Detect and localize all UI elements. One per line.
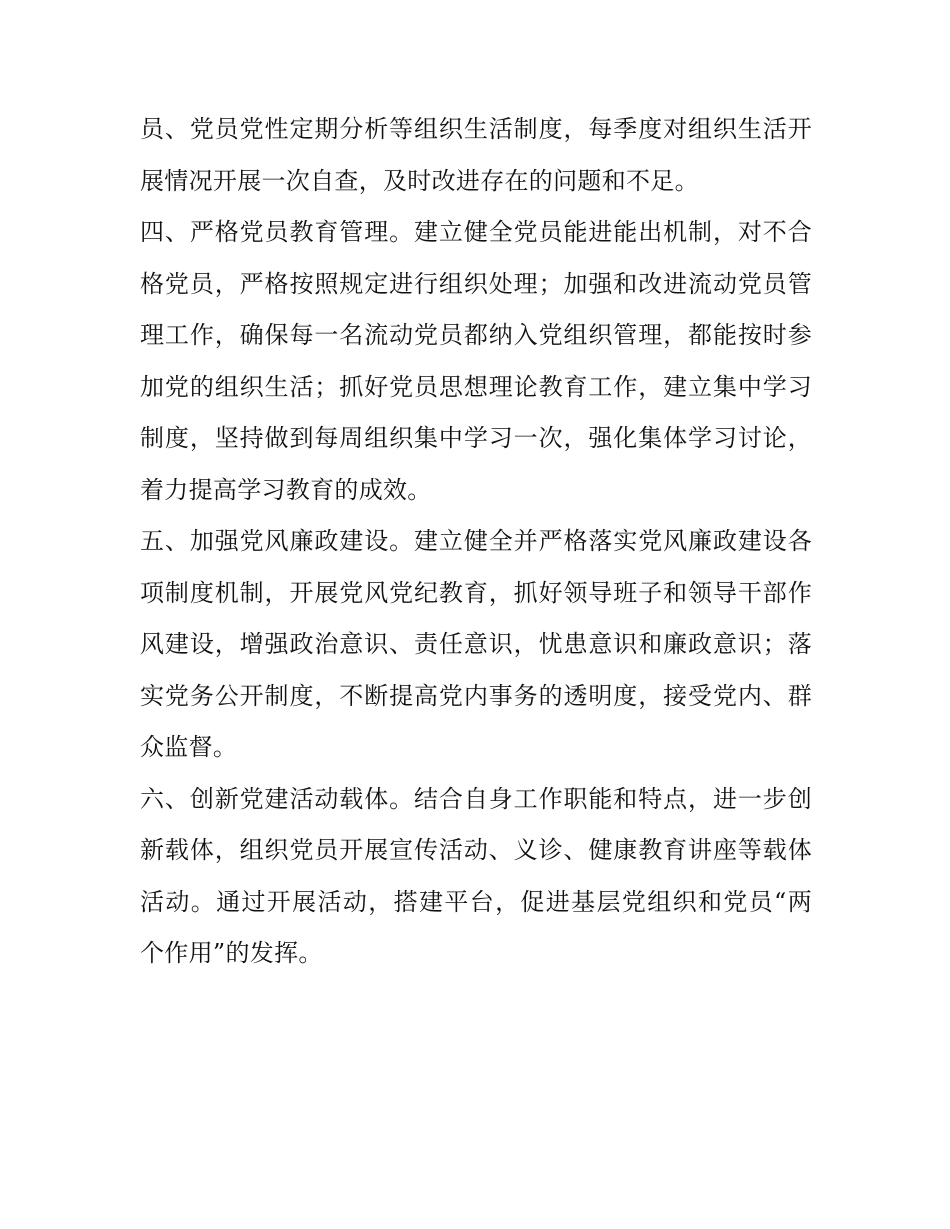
text-line: 展情况开展一次自查，及时改进存在的问题和不足。 xyxy=(140,166,699,195)
text-line: 新载体，组织党员开展宣传活动、义诊、健康教育讲座等载体 xyxy=(140,836,812,864)
text-line: 着力提高学习教育的成效。 xyxy=(140,475,432,504)
text-line: 理工作，确保每一名流动党员都纳入党组织管理，都能按时参 xyxy=(140,321,812,349)
section-heading-line: 四、严格党员教育管理。建立健全党员能进能出机制，对不合 xyxy=(140,218,812,246)
text-line: 实党务公开制度，不断提高党内事务的透明度，接受党内、群 xyxy=(140,681,812,710)
text-line: 个作用”的发挥。 xyxy=(140,939,323,967)
document-body xyxy=(140,104,812,980)
text-line: 加党的组织生活；抓好党员思想理论教育工作，建立集中学习 xyxy=(140,372,812,401)
section-heading-line: 五、加强党风廉政建设。建立健全并严格落实党风廉政建设各 xyxy=(140,527,812,555)
text-line: 风建设，增强政治意识、责任意识，忧患意识和廉政意识；落 xyxy=(140,630,812,658)
text-line: 制度，坚持做到每周组织集中学习一次，强化集体学习讨论， xyxy=(140,424,812,452)
text-line: 众监督。 xyxy=(140,733,238,761)
text-line: 员、党员党性定期分析等组织生活制度，每季度对组织生活开 xyxy=(140,115,812,143)
text-line: 活动。通过开展活动，搭建平台，促进基层党组织和党员“两 xyxy=(140,887,812,916)
text-line: 格党员，严格按照规定进行组织处理；加强和改进流动党员管 xyxy=(140,269,812,298)
text-line: 项制度机制，开展党风党纪教育，抓好领导班子和领导干部作 xyxy=(140,578,812,607)
section-heading-line: 六、创新党建活动载体。结合自身工作职能和特点，进一步创 xyxy=(140,784,812,813)
